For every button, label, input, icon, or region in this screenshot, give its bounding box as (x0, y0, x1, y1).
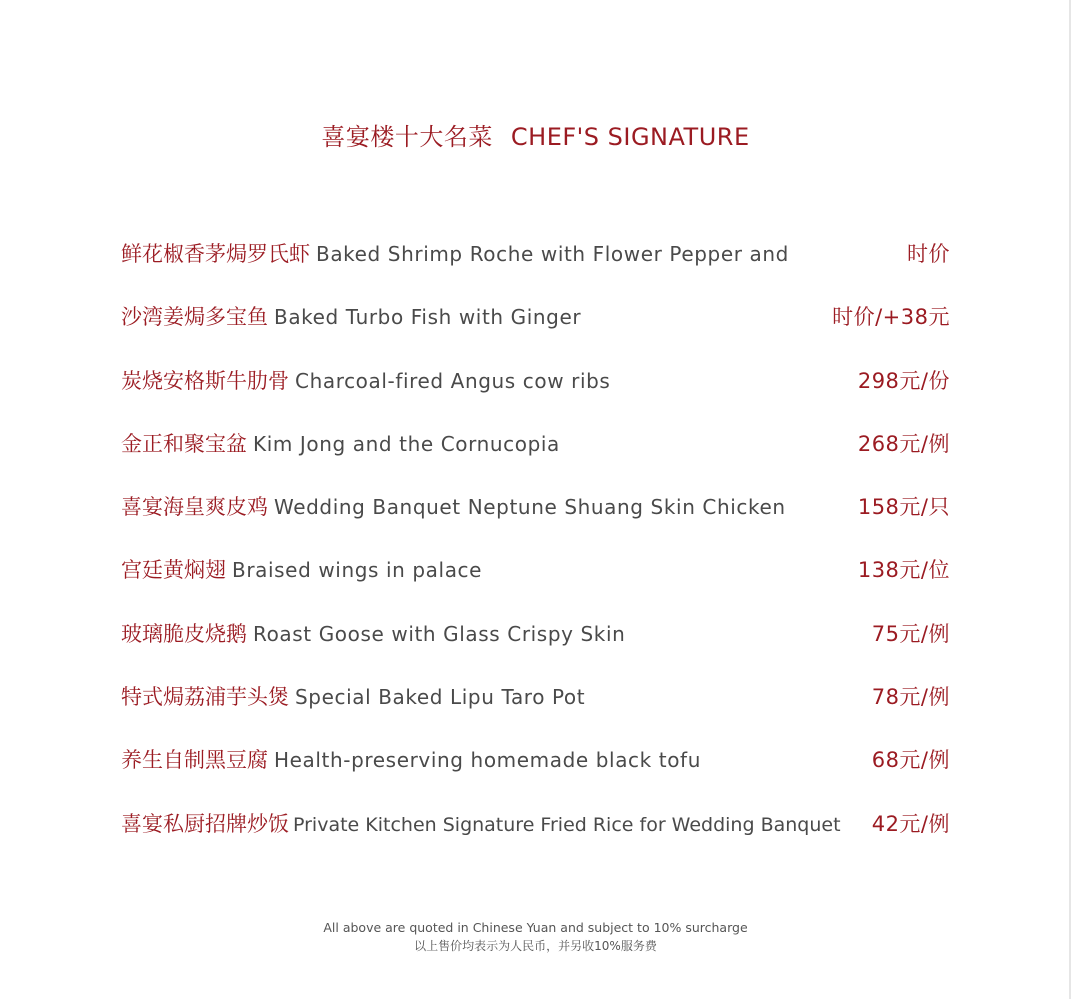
dish-name-zh: 沙湾姜焗多宝鱼 (121, 305, 268, 330)
list-item (121, 365, 950, 428)
dish-name-en: Baked Turbo Fish with Ginger (274, 305, 582, 330)
dish-name-en: Braised wings in palace (232, 558, 483, 583)
dish-name-en: Wedding Banquet Neptune Shuang Skin Chicken (274, 495, 786, 520)
dish-name-en: Kim Jong and the Cornucopia (253, 431, 560, 456)
dish-price: 78元/例 (871, 685, 950, 710)
signature-dish-list (121, 238, 950, 871)
dish-name-zh: 玻璃脆皮烧鹅 (121, 621, 247, 646)
list-item (121, 301, 950, 364)
dish-name-en: Roast Goose with Glass Crispy Skin (253, 621, 626, 646)
dish-name-zh: 金正和聚宝盆 (121, 431, 247, 456)
list-item (121, 491, 950, 554)
dish-price: 158元/只 (857, 495, 950, 520)
dish-name-en: Baked Shrimp Roche with Flower Pepper and (316, 242, 789, 266)
dish-price: 68元/例 (871, 748, 950, 773)
list-item (121, 618, 950, 681)
list-item (121, 744, 950, 807)
dish-name-en: Health-preserving homemade black tofu (274, 748, 701, 773)
dish-name-zh: 宫廷黄焖翅 (121, 558, 226, 583)
footer-note-english: All above are quoted in Chinese Yuan and subject to 10% surcharge (323, 920, 748, 935)
dish-price: 42元/例 (871, 811, 950, 836)
footer-note (0, 918, 1071, 956)
list-item (121, 681, 950, 744)
dish-name-en: Special Baked Lipu Taro Pot (295, 685, 586, 710)
list-item (121, 238, 950, 301)
list-item (121, 428, 950, 491)
dish-name-zh: 养生自制黑豆腐 (121, 748, 268, 773)
list-item (121, 808, 950, 871)
dish-price: 268元/例 (857, 431, 950, 456)
dish-name-en: Private Kitchen Signature Fried Rice for Wedding Banquet (293, 813, 841, 836)
footer-note-chinese: 以上售价均表示为人民币，并另收10%服务费 (414, 939, 657, 953)
dish-name-en: Charcoal-fired Angus cow ribs (295, 368, 611, 393)
dish-price: 时价/+38元 (832, 305, 950, 330)
dish-name-zh: 喜宴私厨招牌炒饭 (121, 811, 289, 836)
dish-price: 时价 (907, 242, 950, 266)
dish-name-zh: 喜宴海皇爽皮鸡 (121, 495, 268, 520)
dish-name-zh: 特式焗荔浦芋头煲 (121, 685, 289, 710)
dish-price: 75元/例 (871, 621, 950, 646)
list-item (121, 554, 950, 617)
title-english: CHEF'S SIGNATURE (510, 123, 750, 151)
dish-name-zh: 炭烧安格斯牛肋骨 (121, 368, 289, 393)
dish-name-zh: 鲜花椒香茅焗罗氏虾 (121, 242, 310, 266)
dish-price: 298元/份 (857, 368, 950, 393)
dish-price: 138元/位 (857, 558, 950, 583)
title-chinese: 喜宴楼十大名菜 (321, 123, 493, 151)
page-title (0, 117, 1071, 152)
